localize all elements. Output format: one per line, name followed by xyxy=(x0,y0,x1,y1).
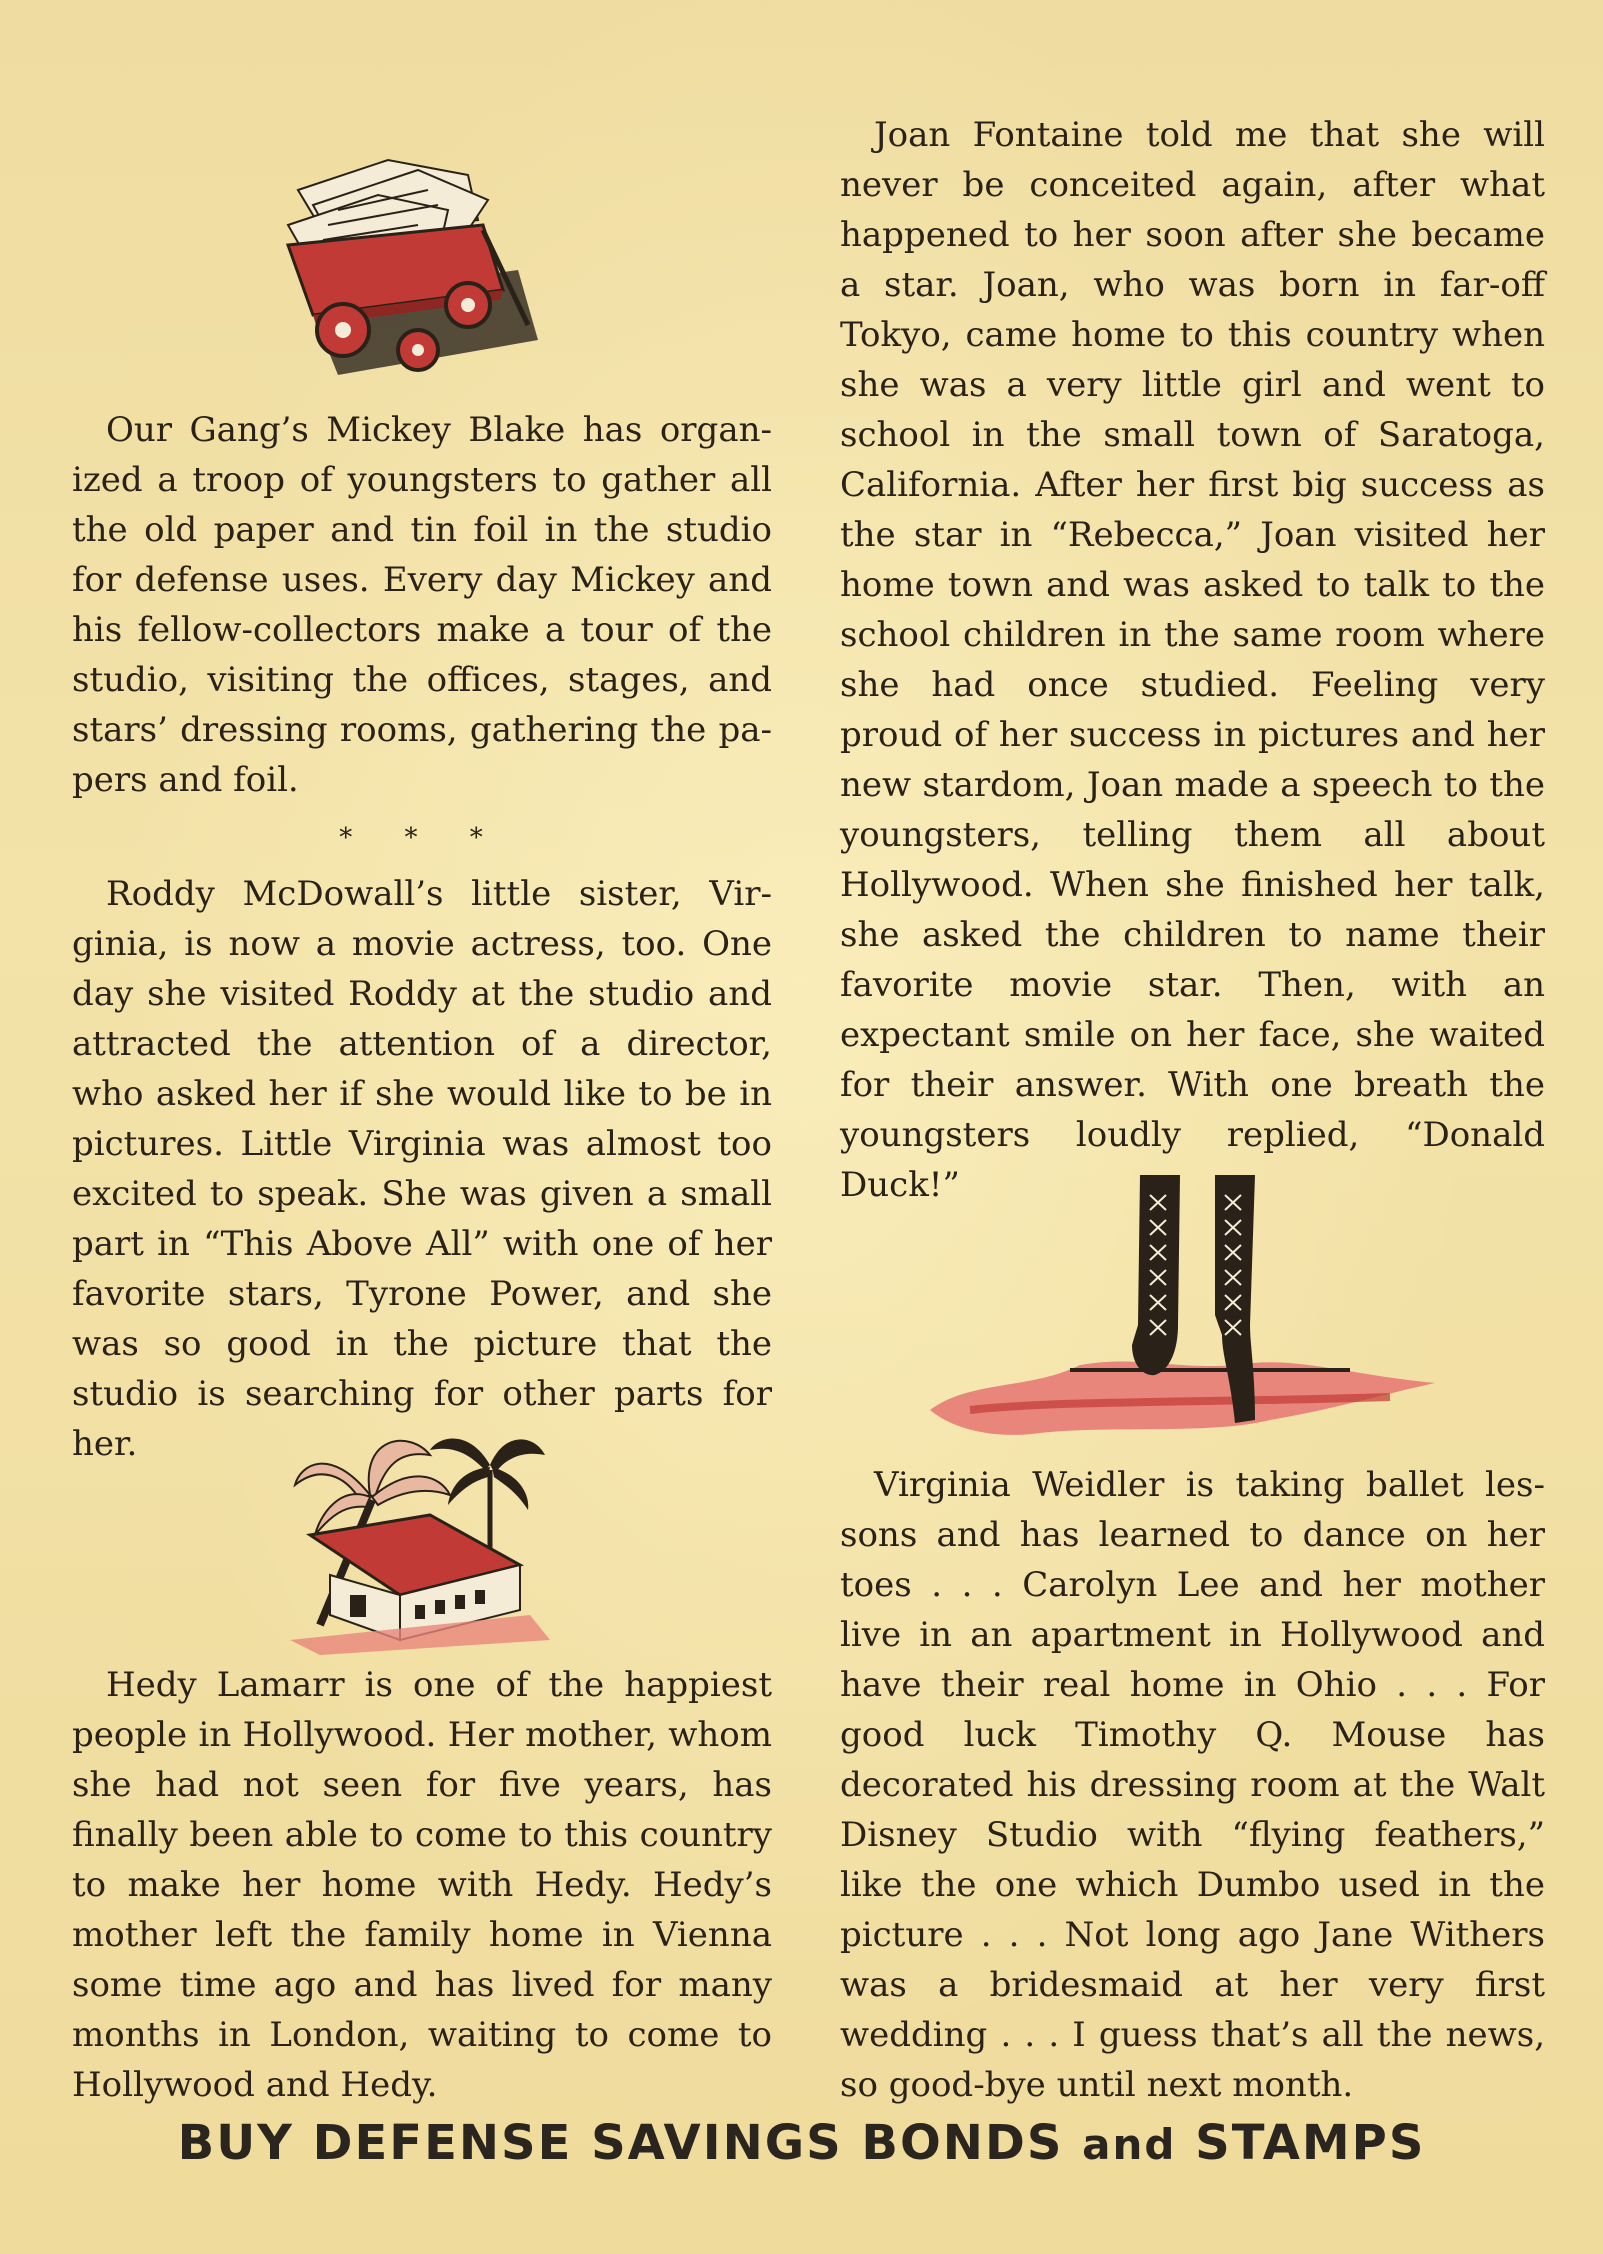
banner-text-1: BUY DEFENSE SAVINGS BONDS xyxy=(177,2115,1083,2171)
defense-bonds-banner xyxy=(0,2115,1603,2171)
article-roddy-mcdowall: Roddy McDowall’s little sister, Virginia, is now a movie actress, too. One day she visited Roddy at the studio and attracted the attention of a director, who asked her if she would like to be in pictures. Little Virginia was almost too excited to speak. She was given a small part in “This Above All” with one of her favorite stars, Tyrone Power, and she was so good in the picture that the studio is searching for other parts for her. xyxy=(72,874,772,1464)
right-column-top xyxy=(840,110,1545,1210)
ballet-boots-icon xyxy=(910,1165,1450,1445)
banner-text-3: STAMPS xyxy=(1176,2115,1426,2171)
separator-stars: * * * xyxy=(339,823,505,853)
house-with-palm-trees-icon xyxy=(290,1425,550,1655)
article-joan-fontaine: Joan Fontaine told me that she will never be conceited again, after what happened to her soon after she became a star. Joan, who was born in far-off Tokyo, came home to this country when she was a very little girl and went to school in the small town of Saratoga, California. After her first big success as the star in “Rebecca,” Joan visited her home town and was asked to talk to the school children in the same room where she had once studied. Feeling very proud of her success in pictures and her new stardom, Joan made a speech to the youngsters, telling them all about Hollywood. When she finished her talk, she asked the children to name their favorite movie star. Then, with an expectant smile on her face, she waited for their answer. With one breath the youngsters loudly replied, “Donald Duck!” xyxy=(840,115,1545,1205)
left-column-top xyxy=(72,405,772,1469)
wagon-with-papers-icon xyxy=(268,150,558,380)
article-hollywood-notes: Virginia Weidler is taking ballet lessons and has learned to dance on her toes . . . Carolyn Lee and her mother live in an apartment in Hollywood and have their real home in Ohio . . . For good luck Timothy Q. Mouse has decorated his dressing room at the Walt Disney Studio with “flying feathers,” like the one which Dumbo used in the picture . . . Not long ago Jane Withers was a bridesmaid at her very first wedding . . . I guess that’s all the news, so good-bye until next month. xyxy=(840,1465,1545,2105)
article-hedy-lamarr: Hedy Lamarr is one of the happiest people in Hollywood. Her mother, whom she had not seen for five years, has finally been able to come to this country to make her home with Hedy. Hedy’s mother left the family home in Vienna some time ago and has lived for many months in London, waiting to come to Hollywood and Hedy. xyxy=(72,1665,772,2105)
article-mickey-blake: Our Gang’s Mickey Blake has organized a troop of youngsters to gather all the old paper and tin foil in the studio for defense uses. Every day Mickey and his fellow-collectors make a tour of the studio, visiting the offices, stages, and stars’ dressing rooms, gathering the papers and foil. xyxy=(72,410,772,800)
left-column-bottom xyxy=(72,1660,772,2110)
right-column-bottom xyxy=(840,1460,1545,2110)
banner-text-2: and xyxy=(1082,2120,1177,2169)
